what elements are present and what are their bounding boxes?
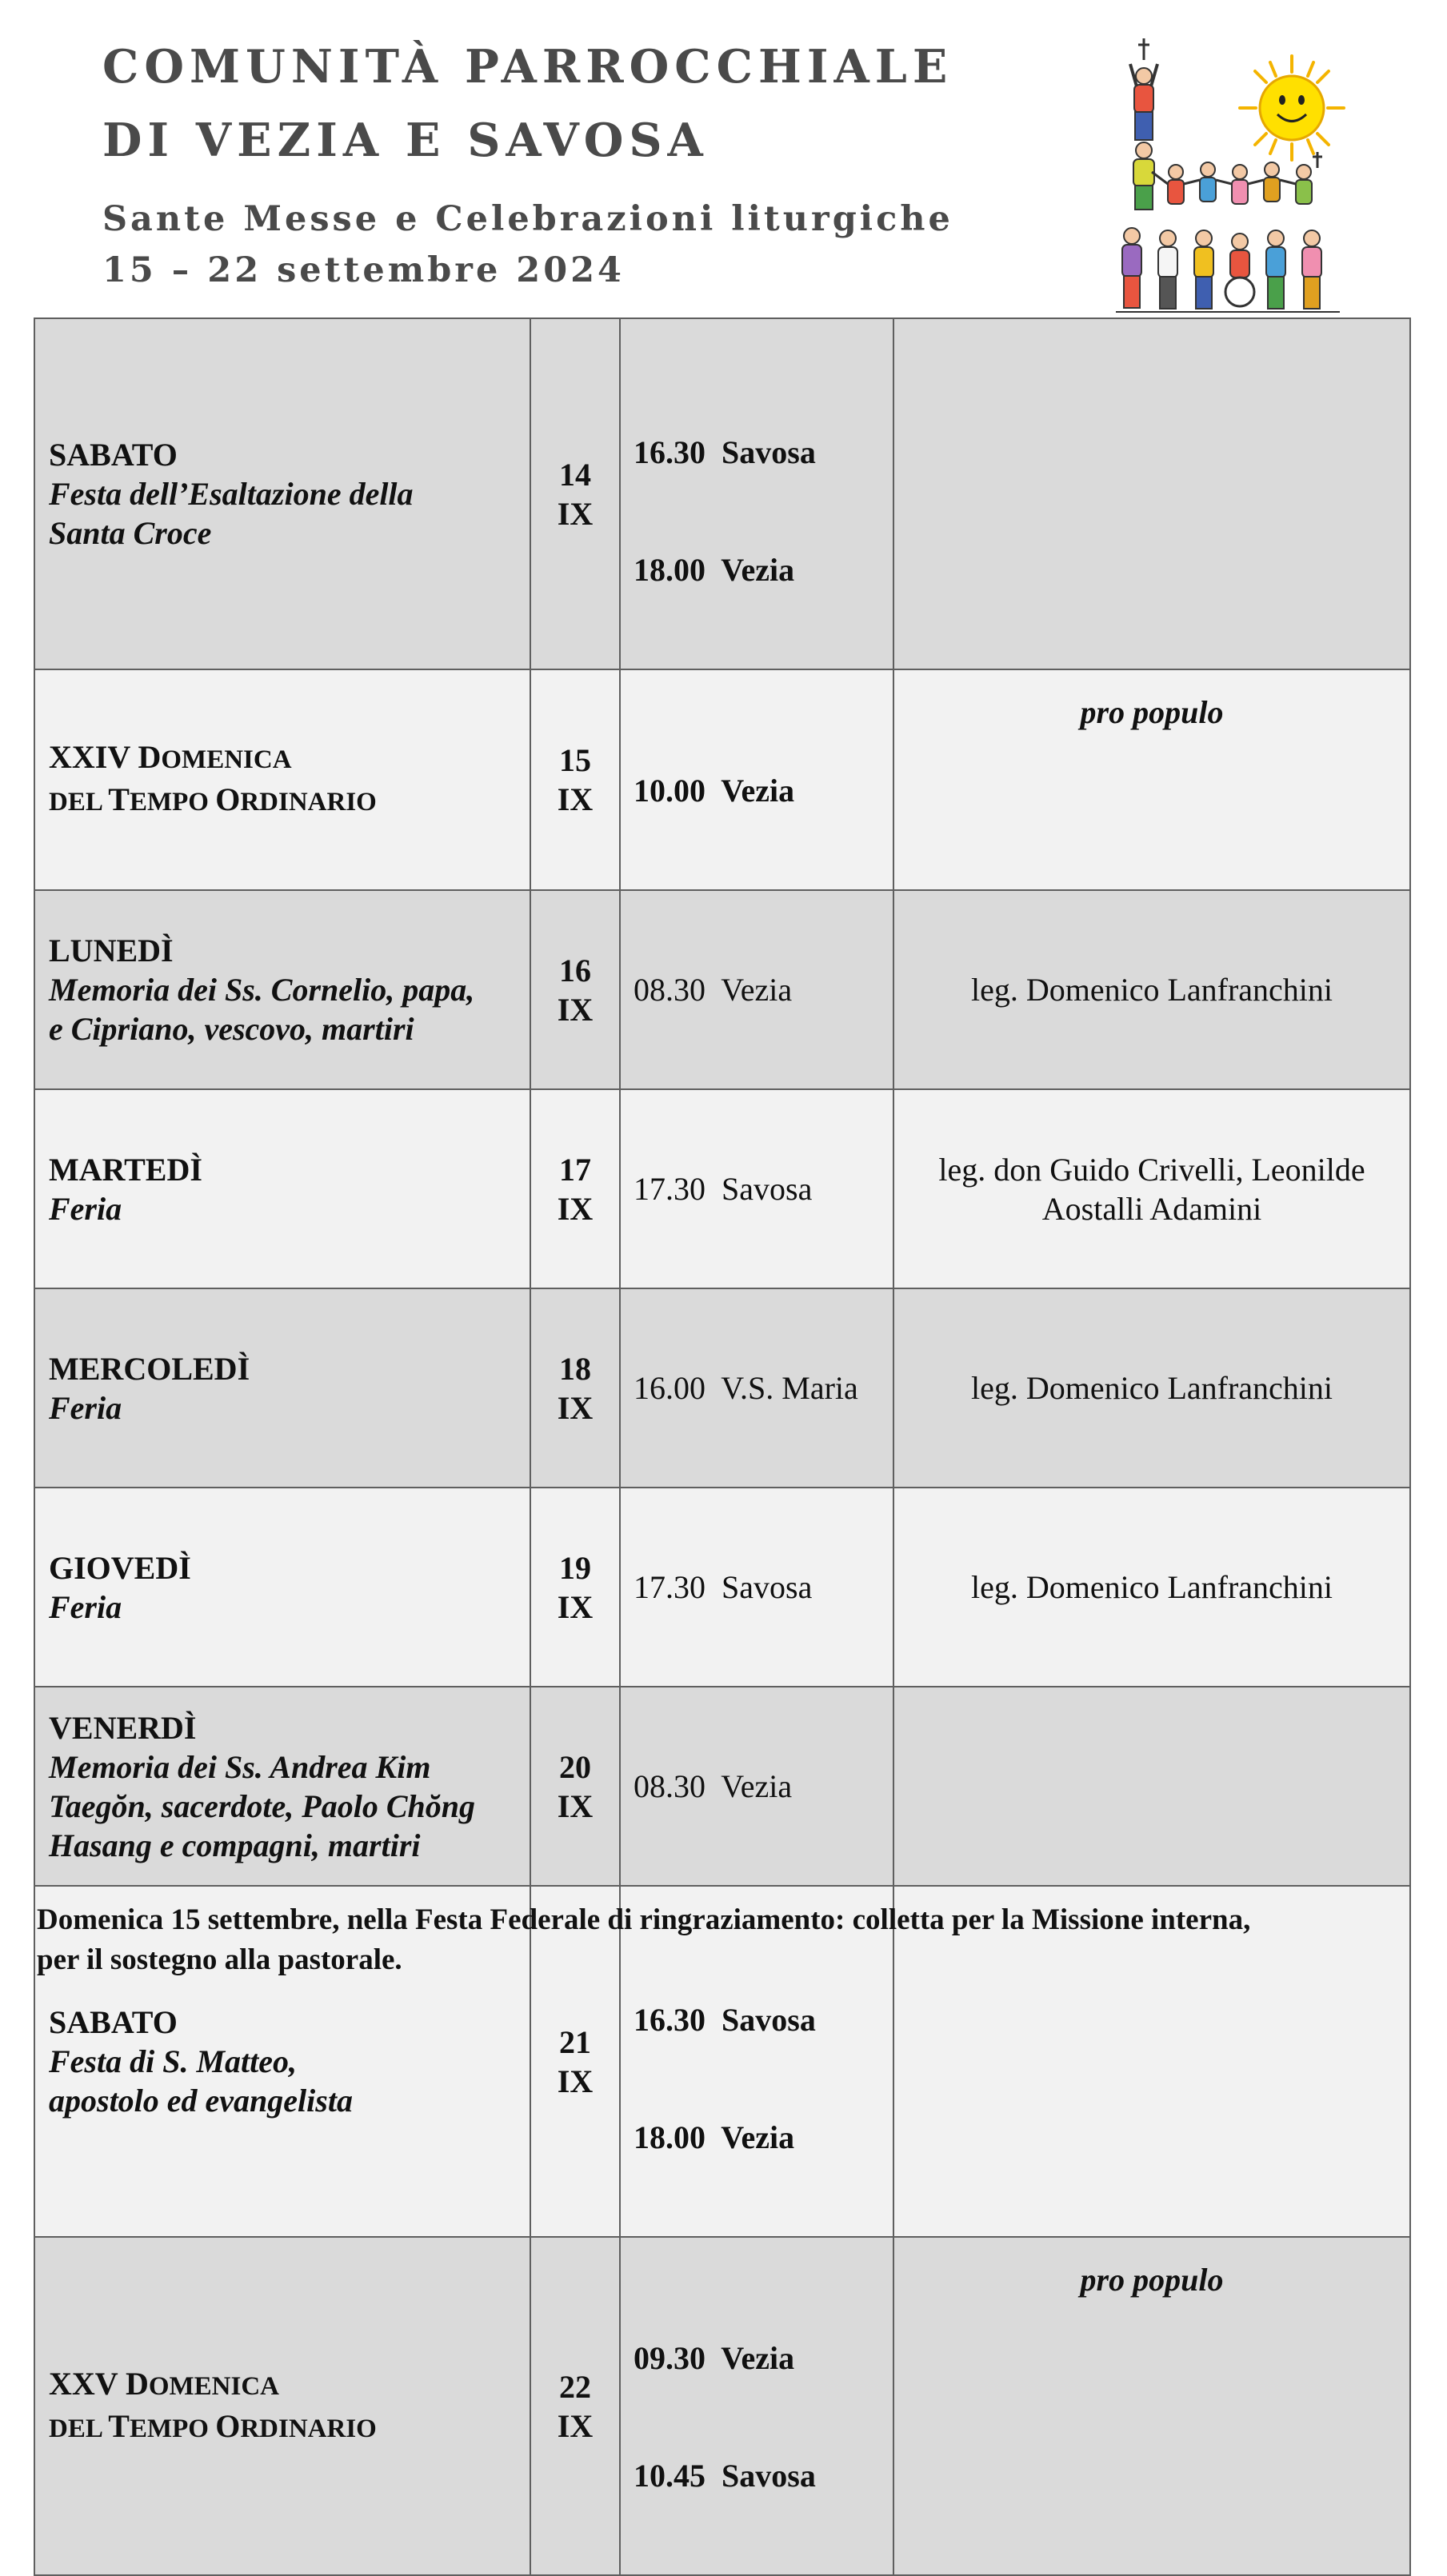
mass-time: 16.30 Savosa — [634, 2002, 816, 2038]
mass-time: 10.45 Savosa — [634, 2458, 816, 2494]
day-name: SABATO — [49, 437, 178, 473]
mass-time: 08.30 Vezia — [634, 972, 793, 1008]
mass-time: 17.30 Savosa — [634, 1171, 813, 1207]
day-name-part: O — [215, 781, 241, 817]
day-name: MARTEDÌ — [49, 1151, 202, 1188]
day-name-part: XXV D — [49, 2365, 149, 2402]
feast-line: Festa di S. Matteo, — [49, 2043, 298, 2079]
intention-text: pro populo — [1080, 2262, 1224, 2298]
mass-time: 10.00 Vezia — [634, 773, 795, 809]
date-cell — [530, 2237, 620, 2575]
date-month: IX — [557, 1190, 594, 1227]
date-month: IX — [557, 991, 594, 1028]
date-cell — [530, 1089, 620, 1288]
day-cell — [34, 1089, 530, 1288]
day-name: LUNEDÌ — [49, 933, 174, 968]
notice-line-1: Domenica 15 settembre, nella Festa Federale di ringraziamento: colletta per la Missione interna, — [37, 1903, 1251, 1936]
time-cell — [620, 2237, 893, 2575]
table-row — [34, 318, 1410, 669]
note-cell: leg. Domenico Lanfranchini — [893, 1288, 1410, 1488]
mass-schedule-table — [34, 318, 1411, 2576]
day-cell — [34, 1288, 530, 1488]
feast-line: Taegŏn, sacerdote, Paolo Chŏng — [49, 1787, 475, 1824]
mass-time: 16.30 Savosa — [634, 434, 816, 470]
day-name — [49, 2406, 522, 2449]
day-name-part: OMENICA — [161, 745, 292, 774]
mass-time: 09.30 Vezia — [634, 2340, 795, 2376]
day-name-part: T — [108, 2407, 130, 2444]
day-name-part: RDINARIO — [240, 788, 377, 817]
date-day: 20 — [559, 1748, 591, 1785]
feast-line: apostolo ed evangelista — [49, 2083, 353, 2119]
date-day: 22 — [559, 2368, 591, 2405]
date-day: 16 — [559, 952, 591, 988]
intention-text: pro populo — [1080, 694, 1224, 730]
time-cell — [620, 1687, 893, 1886]
date-cell — [530, 890, 620, 1089]
date-day: 19 — [559, 1549, 591, 1586]
day-name: MERCOLEDÌ — [49, 1350, 250, 1387]
day-cell — [34, 1488, 530, 1687]
date-day: 15 — [559, 742, 591, 778]
time-cell — [620, 1488, 893, 1687]
day-name — [49, 780, 522, 822]
day-name-part: XXIV D — [49, 739, 162, 775]
date-day: 17 — [559, 1151, 591, 1188]
subtitle-line-1: Sante Messe e Celebrazioni liturgiche — [102, 199, 953, 239]
day-name-part: RDINARIO — [240, 2414, 377, 2443]
day-cell — [34, 890, 530, 1089]
date-day: 21 — [559, 2023, 591, 2060]
day-cell — [34, 2237, 530, 2575]
feast-line: Feria — [49, 1389, 122, 1426]
time-cell — [620, 1089, 893, 1288]
date-month: IX — [557, 2063, 594, 2099]
date-month: IX — [557, 495, 594, 532]
note-cell — [893, 2237, 1410, 2575]
note-cell — [893, 669, 1410, 890]
date-month: IX — [557, 1389, 594, 1426]
day-name-part: T — [108, 781, 130, 817]
mass-time: 18.00 Vezia — [634, 552, 795, 588]
mass-time: 17.30 Savosa — [634, 1569, 813, 1605]
note-cell: leg. Domenico Lanfranchini — [893, 890, 1410, 1089]
feast-line: Memoria dei Ss. Cornelio, papa, — [49, 972, 475, 1008]
smiling-sun-icon — [1240, 56, 1344, 160]
feast-line: Feria — [49, 1190, 122, 1227]
title-line-2: DI VEZIA E SAVOSA — [102, 114, 709, 167]
date-month: IX — [557, 1787, 594, 1824]
page-title — [102, 30, 953, 178]
feast-line: Feria — [49, 1588, 122, 1625]
time-cell — [620, 890, 893, 1089]
feast-line: e Cipriano, vescovo, martiri — [49, 1011, 414, 1047]
day-name-part: OMENICA — [148, 2371, 279, 2401]
table-row — [34, 1288, 1410, 1488]
day-name: SABATO — [49, 2004, 178, 2040]
day-name-part: DEL — [49, 788, 109, 817]
day-name: GIOVEDÌ — [49, 1549, 191, 1586]
day-cell — [34, 669, 530, 890]
notice-line-2: per il sostegno alla pastorale. — [37, 1943, 402, 1976]
collection-notice — [37, 1900, 1413, 1980]
time-cell — [620, 669, 893, 890]
page-subtitle — [102, 194, 953, 296]
subtitle-line-2: 15 – 22 settembre 2024 — [102, 250, 625, 290]
table-row — [34, 1488, 1410, 1687]
feast-line: Memoria dei Ss. Andrea Kim — [49, 1748, 431, 1785]
date-month: IX — [557, 1588, 594, 1625]
mass-time: 08.30 Vezia — [634, 1768, 793, 1804]
note-cell: leg. Domenico Lanfranchini — [893, 1488, 1410, 1687]
date-day: 14 — [559, 456, 591, 493]
day-name-part: O — [215, 2407, 241, 2444]
day-name — [49, 2364, 522, 2406]
date-cell — [530, 669, 620, 890]
community-logo-illustration — [1108, 32, 1348, 316]
table-row — [34, 669, 1410, 890]
date-month: IX — [557, 2407, 594, 2444]
intention-line: leg. don Guido Crivelli, Leonilde — [938, 1151, 1365, 1188]
table-row — [34, 890, 1410, 1089]
day-name: VENERDÌ — [49, 1709, 197, 1746]
day-cell — [34, 1687, 530, 1886]
day-cell — [34, 318, 530, 669]
date-cell — [530, 1488, 620, 1687]
table-row — [34, 1089, 1410, 1288]
time-cell — [620, 318, 893, 669]
mass-time: 18.00 Vezia — [634, 2119, 795, 2155]
day-name-part: EMPO — [129, 788, 216, 817]
intention-line: Aostalli Adamini — [1041, 1190, 1262, 1227]
date-day: 18 — [559, 1350, 591, 1387]
date-month: IX — [557, 781, 594, 817]
time-cell — [620, 1288, 893, 1488]
day-name-part: EMPO — [129, 2414, 216, 2443]
mass-time: 16.00 V.S. Maria — [634, 1370, 858, 1406]
table-row — [34, 1687, 1410, 1886]
note-cell — [893, 1089, 1410, 1288]
feast-line: Festa dell’Esaltazione della — [49, 476, 414, 512]
day-name-part: DEL — [49, 2414, 109, 2443]
table-row — [34, 2237, 1410, 2575]
feast-line: Santa Croce — [49, 515, 212, 551]
note-cell — [893, 1687, 1410, 1886]
date-cell — [530, 318, 620, 669]
feast-line: Hasang e compagni, martiri — [49, 1827, 421, 1863]
date-cell — [530, 1687, 620, 1886]
note-cell — [893, 318, 1410, 669]
title-line-1: COMUNITÀ PARROCCHIALE — [102, 40, 953, 94]
date-cell — [530, 1288, 620, 1488]
day-name — [49, 737, 522, 780]
